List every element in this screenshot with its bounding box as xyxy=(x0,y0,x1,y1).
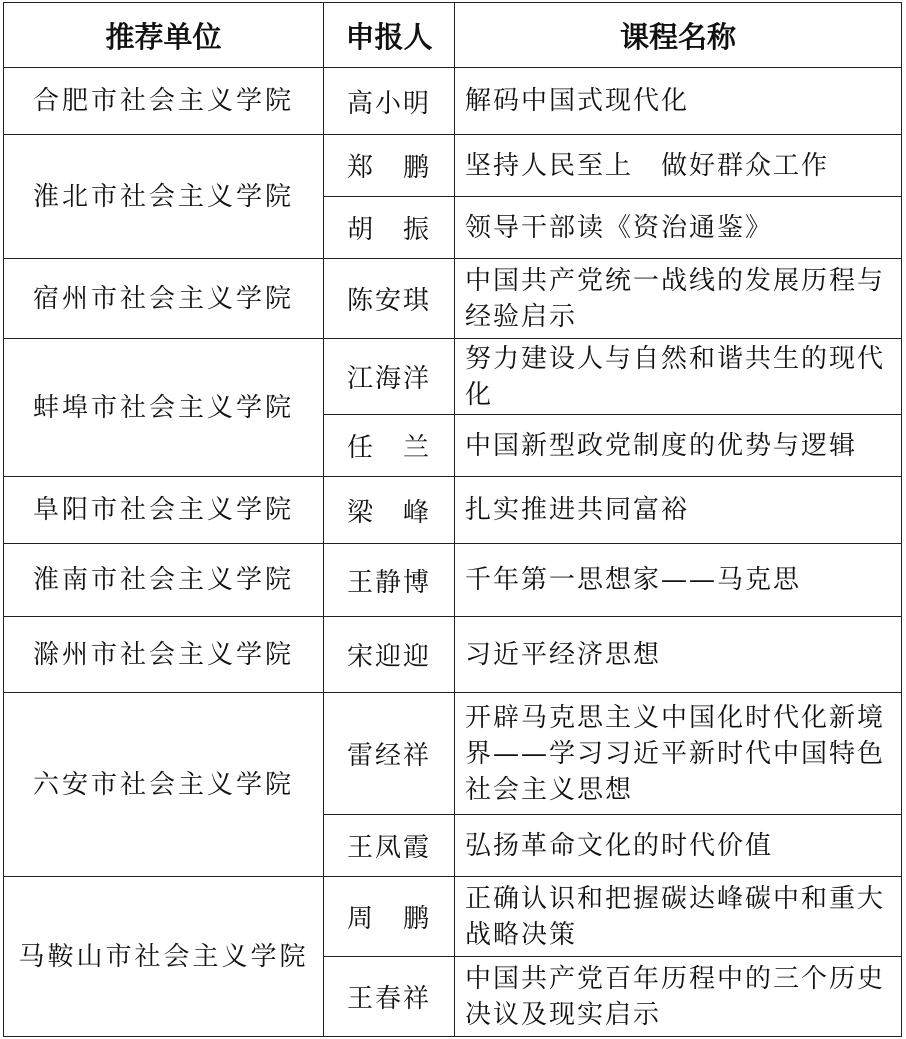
unit-cell: 滁州市社会主义学院 xyxy=(4,617,324,693)
course-cell: 扎实推进共同富裕 xyxy=(455,477,902,544)
unit-cell: 淮南市社会主义学院 xyxy=(4,544,324,617)
table-row xyxy=(4,477,902,544)
table-row xyxy=(4,693,902,815)
person-cell: 江海洋 xyxy=(324,339,455,415)
person-cell: 雷经祥 xyxy=(324,693,455,815)
course-cell: 坚持人民至上 做好群众工作 xyxy=(455,135,902,197)
header-row xyxy=(4,3,902,68)
person-cell: 王凤霞 xyxy=(324,815,455,877)
person-cell: 王静博 xyxy=(324,544,455,617)
person-cell: 周 鹏 xyxy=(324,877,455,957)
unit-cell: 马鞍山市社会主义学院 xyxy=(4,877,324,1037)
table-row xyxy=(4,259,902,339)
unit-cell: 宿州市社会主义学院 xyxy=(4,259,324,339)
course-cell: 努力建设人与自然和谐共生的现代化 xyxy=(455,339,902,415)
person-cell: 梁 峰 xyxy=(324,477,455,544)
course-cell: 领导干部读《资治通鉴》 xyxy=(455,197,902,259)
unit-cell: 合肥市社会主义学院 xyxy=(4,68,324,135)
unit-cell: 淮北市社会主义学院 xyxy=(4,135,324,259)
course-table xyxy=(3,2,902,1037)
unit-cell: 六安市社会主义学院 xyxy=(4,693,324,877)
course-cell: 解码中国式现代化 xyxy=(455,68,902,135)
course-cell: 中国共产党百年历程中的三个历史决议及现实启示 xyxy=(455,957,902,1037)
course-cell: 千年第一思想家——马克思 xyxy=(455,544,902,617)
unit-cell: 阜阳市社会主义学院 xyxy=(4,477,324,544)
header-course: 课程名称 xyxy=(455,3,902,68)
table-row xyxy=(4,135,902,197)
person-cell: 高小明 xyxy=(324,68,455,135)
table-row xyxy=(4,339,902,415)
unit-cell: 蚌埠市社会主义学院 xyxy=(4,339,324,477)
course-cell: 习近平经济思想 xyxy=(455,617,902,693)
course-cell: 开辟马克思主义中国化时代化新境界——学习习近平新时代中国特色社会主义思想 xyxy=(455,693,902,815)
person-cell: 胡 振 xyxy=(324,197,455,259)
course-cell: 正确认识和把握碳达峰碳中和重大战略决策 xyxy=(455,877,902,957)
table-row xyxy=(4,68,902,135)
table-row xyxy=(4,877,902,957)
course-cell: 弘扬革命文化的时代价值 xyxy=(455,815,902,877)
person-cell: 宋迎迎 xyxy=(324,617,455,693)
table-row xyxy=(4,617,902,693)
person-cell: 王春祥 xyxy=(324,957,455,1037)
course-cell: 中国共产党统一战线的发展历程与经验启示 xyxy=(455,259,902,339)
person-cell: 郑 鹏 xyxy=(324,135,455,197)
person-cell: 任 兰 xyxy=(324,415,455,477)
person-cell: 陈安琪 xyxy=(324,259,455,339)
table-row xyxy=(4,544,902,617)
course-cell: 中国新型政党制度的优势与逻辑 xyxy=(455,415,902,477)
header-person: 申报人 xyxy=(324,3,455,68)
header-unit: 推荐单位 xyxy=(4,3,324,68)
